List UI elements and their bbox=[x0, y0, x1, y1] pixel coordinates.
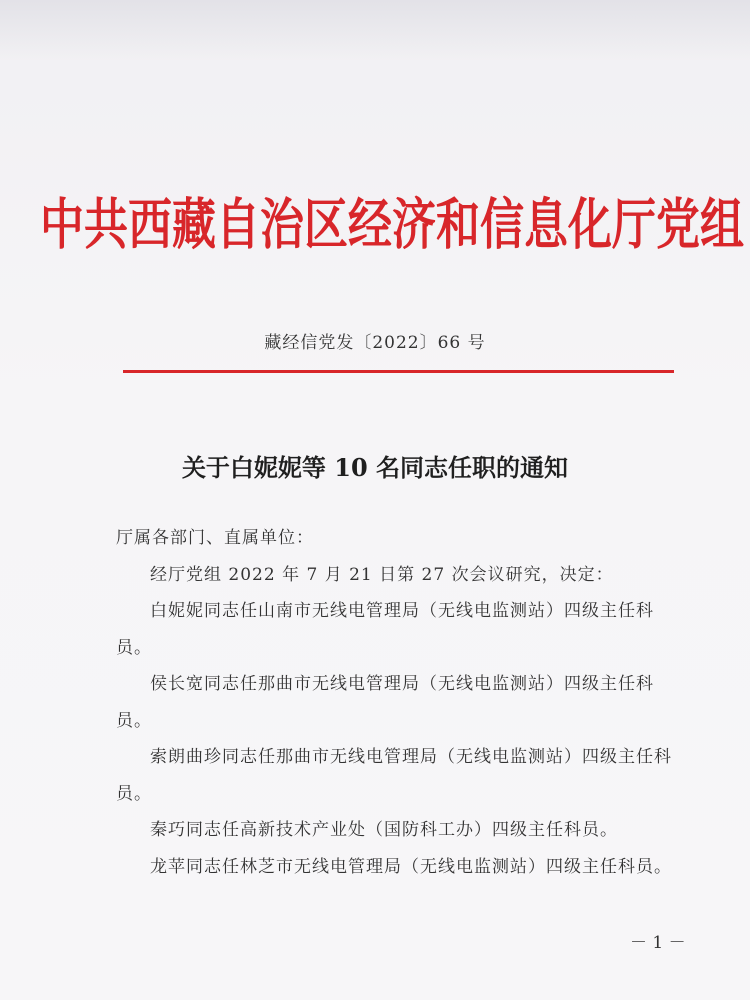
body-paragraph: 索朗曲珍同志任那曲市无线电管理局（无线电监测站）四级主任科员。 bbox=[116, 747, 672, 804]
body-paragraph: 经厅党组 2022 年 7 月 21 日第 27 次会议研究，决定： bbox=[150, 564, 614, 585]
red-separator-line bbox=[123, 370, 674, 373]
body-paragraph: 秦巧同志任高新技术产业处（国防科工办）四级主任科员。 bbox=[150, 820, 618, 840]
scan-shadow bbox=[0, 0, 750, 60]
body-paragraph: 侯长宽同志任那曲市无线电管理局（无线电监测站）四级主任科员。 bbox=[116, 674, 654, 731]
salutation: 厅属各部门、直属单位： bbox=[116, 528, 314, 548]
notice-title: 关于白妮妮等 10 名同志任职的通知 bbox=[181, 453, 569, 482]
document-number: 藏经信党发〔2022〕66 号 bbox=[264, 333, 486, 353]
notice-body bbox=[116, 520, 686, 885]
body-paragraph: 龙苹同志任林芝市无线电管理局（无线电监测站）四级主任科员。 bbox=[150, 856, 672, 877]
page-number: － 1 － bbox=[630, 933, 686, 953]
body-paragraph: 白妮妮同志任山南市无线电管理局（无线电监测站）四级主任科员。 bbox=[116, 601, 654, 658]
issuer-header: 中共西藏自治区经济和信息化厅党组 bbox=[40, 193, 744, 258]
